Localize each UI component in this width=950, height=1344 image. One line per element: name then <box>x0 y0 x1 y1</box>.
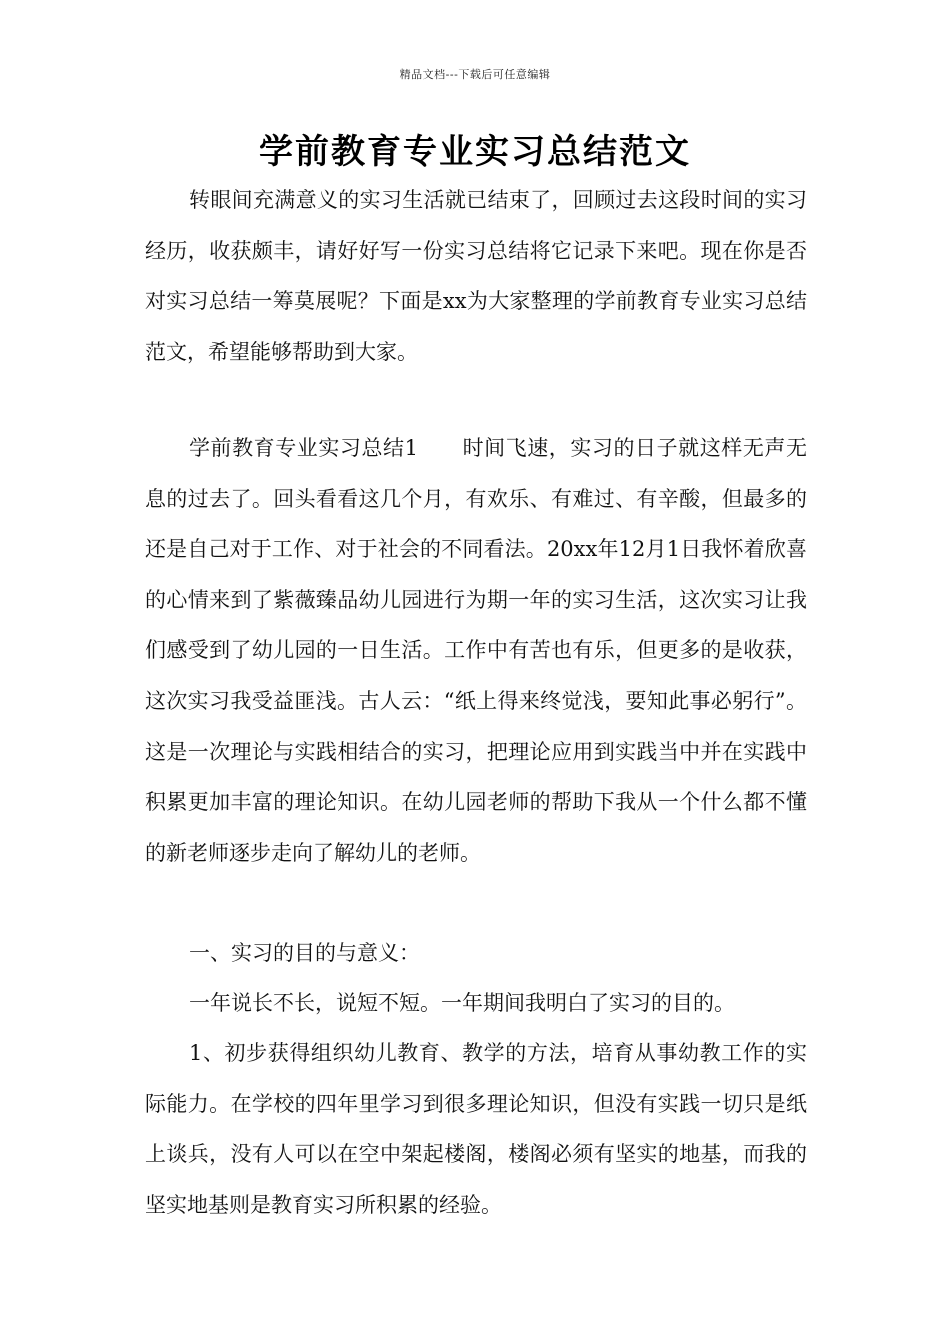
summary-heading: 学前教育专业实习总结1 <box>189 436 418 460</box>
document-title: 学前教育专业实习总结范文 <box>259 132 691 172</box>
section-one-heading: 一、实习的目的与意义： <box>189 941 420 965</box>
section-one-intro: 一年说长不长，说短不短。一年期间我明白了实习的目的。 <box>189 991 735 1015</box>
header-note: 精品文档---下载后可任意编辑 <box>399 68 551 81</box>
item-one-paragraph: 1、初步获得组织幼儿教育、教学的方法，培育从事幼教工作的实际能力。在学校的四年里学习到很多理论知识，但没有实践一切只是纸上谈兵，没有人可以在空中架起楼阁，楼阁必须有坚实的地基，而我的坚实地基则是教育实习所积累的经验。 <box>145 1041 807 1217</box>
summary-paragraph <box>145 423 807 878</box>
summary-body: 时间飞速，实习的日子就这样无声无息的过去了。回头看看这几个月，有欢乐、有难过、有辛酸，但最多的还是自己对于工作、对于社会的不同看法。20xx年12月1日我怀着欣喜的心情来到了紫薇臻品幼儿园进行为期一年的实习生活，这次实习让我们感受到了幼儿园的一日生活。工作中有苦也有乐，但更多的是收获，这次实习我受益匪浅。古人云：“纸上得来终觉浅，要知此事必躬行”。这是一次理论与实践相结合的实习，把理论应用到实践当中并在实践中积累更加丰富的理论知识。在幼儿园老师的帮助下我从一个什么都不懂的新老师逐步走向了解幼儿的老师。 <box>145 436 807 865</box>
intro-paragraph: 转眼间充满意义的实习生活就已结束了，回顾过去这段时间的实习经历，收获颇丰，请好好写一份实习总结将它记录下来吧。现在你是否对实习总结一筹莫展呢？下面是xx为大家整理的学前教育专业实习总结范文，希望能够帮助到大家。 <box>145 188 807 364</box>
